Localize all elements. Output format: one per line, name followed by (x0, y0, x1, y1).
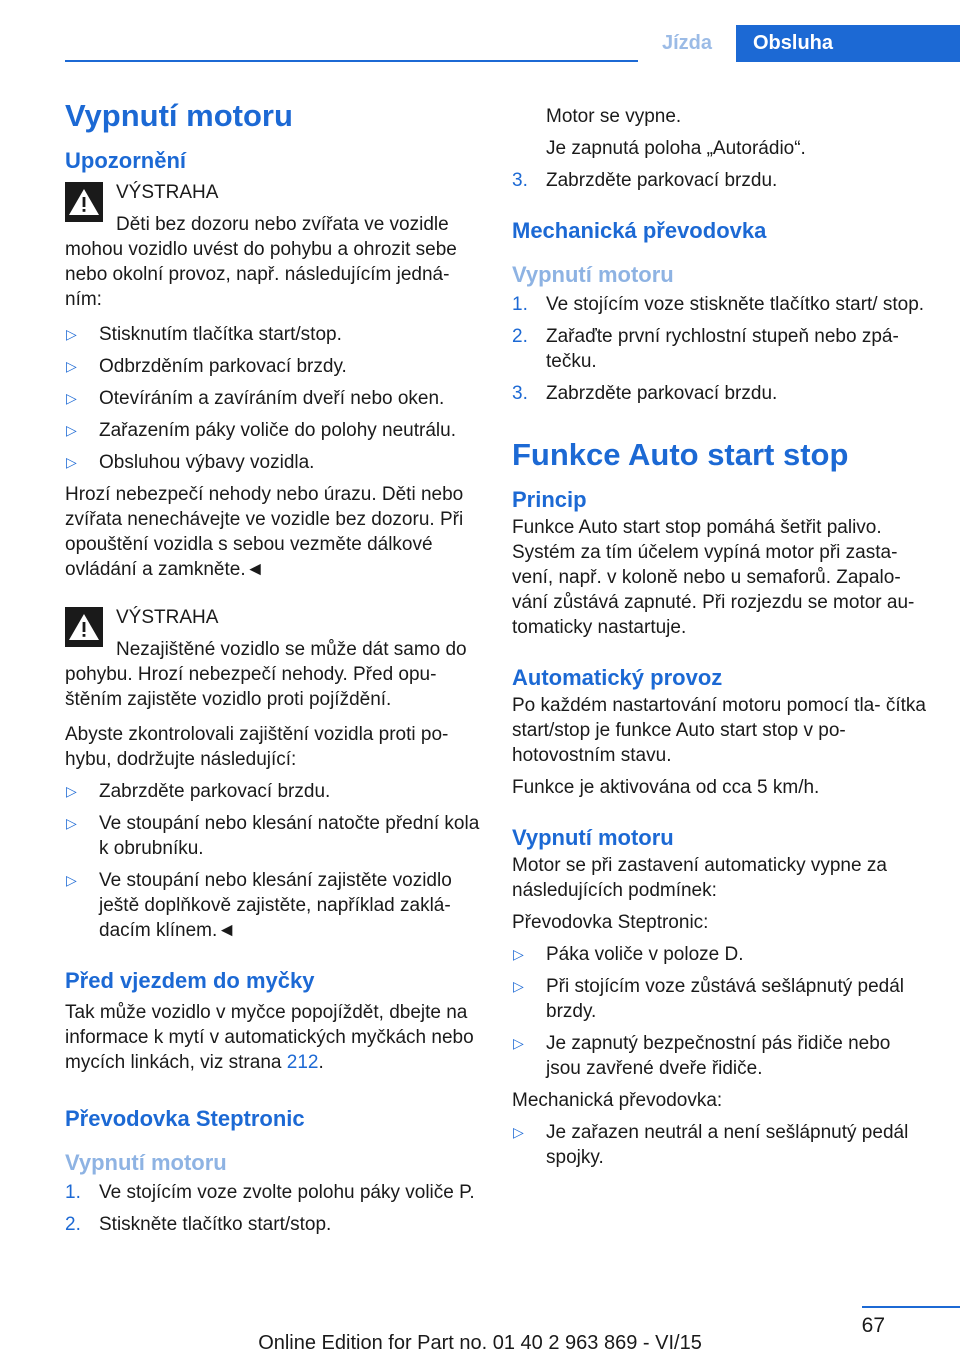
automatic-mode-heading: Automatický provoz (512, 665, 723, 690)
warning-list-2 (65, 779, 480, 943)
warning-icon (65, 182, 103, 222)
list-item: 3. Zabrzděte parkovací brzdu. (512, 170, 778, 191)
list-item: 1. Ve stojícím voze zvolte polohu páky voliče P. (65, 1182, 475, 1203)
list-item: ▷ Odbrzděním parkovací brzdy. (66, 356, 347, 377)
paragraph: Funkce je aktivována od cca 5 km/h. (512, 777, 820, 798)
list-item: ▷ Je zapnutý bezpečnostní pás řidiče nebo jsou zavřené dveře řidiče. (513, 1033, 891, 1079)
footer-rule (862, 1306, 960, 1308)
triangle-bullet-icon: ▷ (66, 872, 77, 888)
warning-text: Děti bez dozoru nebo zvířata ve vozidle mohou vozidlo uvést do pohybu a ohrozit sebe nebo okolní provoz, např. následujícím jedná‐ ním: (65, 214, 457, 310)
paragraph: Abyste zkontrolovali zajištění vozidla proti po‐ hybu, dodržujte následující: (65, 724, 449, 770)
page-number: 67 (861, 1314, 885, 1337)
list-item: 3. Zabrzděte parkovací brzdu. (512, 383, 778, 404)
list-item: 2. Stiskněte tlačítko start/stop. (65, 1214, 332, 1235)
warning-block-2 (65, 605, 480, 712)
paragraph: Motor se při zastavení automaticky vypne za následujících podmínek: (512, 855, 887, 901)
paragraph: Mechanická převodovka: (512, 1090, 723, 1111)
list-item: ▷ Páka voliče v poloze D. (513, 944, 744, 965)
triangle-bullet-icon: ▷ (66, 422, 77, 438)
warning-block-1 (65, 180, 480, 312)
list-item: ▷ Při stojícím voze zůstává sešlápnutý pedál brzdy. (513, 976, 905, 1022)
triangle-bullet-icon: ▷ (513, 1035, 524, 1051)
triangle-bullet-icon: ▷ (66, 390, 77, 406)
triangle-bullet-icon: ▷ (66, 358, 77, 374)
manual-gearbox-heading: Mechanická převodovka (512, 218, 767, 243)
engine-off-subheading: Vypnutí motoru (65, 1150, 227, 1175)
section-title: Vypnutí motoru (65, 98, 293, 133)
page-link[interactable]: 212 (286, 1052, 319, 1073)
paragraph: Po každém nastartování motoru pomocí tla‐ čítka start/stop je funkce Auto start stop v po‐ hotovostním stavu. (512, 695, 926, 766)
warning-label: VÝSTRAHA (116, 182, 219, 203)
auto-start-stop-title: Funkce Auto start stop (512, 437, 849, 472)
continued-step-text: Motor se vypne. (546, 106, 682, 127)
manual-steps (512, 292, 927, 406)
list-item: ▷ Zařazením páky voliče do polohy neutrálu. (66, 420, 456, 441)
triangle-bullet-icon: ▷ (513, 946, 524, 962)
car-wash-heading: Před vjezdem do myčky (65, 968, 315, 993)
list-item: 2. Zařaďte první rychlostní stupeň nebo zpá‐ tečku. (512, 326, 899, 372)
list-item: 1. Ve stojícím voze stiskněte tlačítko start/ stop. (512, 294, 925, 315)
principle-heading: Princip (512, 487, 587, 512)
manual-conditions (512, 1120, 927, 1170)
tab-obsluha[interactable]: Obsluha (736, 25, 960, 62)
steptronic-conditions (512, 942, 927, 1081)
car-wash-text: Tak může vozidlo v myčce popojíždět, dbejte na informace k mytí v automatických myčkách nebo mycích linkách, viz strana 212. (65, 1002, 474, 1073)
triangle-bullet-icon: ▷ (66, 326, 77, 342)
list-item: ▷ Ve stoupání nebo klesání natočte přední kola k obrubníku. (66, 813, 480, 859)
triangle-bullet-icon: ▷ (66, 454, 77, 470)
list-item: ▷ Otevíráním a zavíráním dveří nebo oken. (66, 388, 445, 409)
warning-text: Nezajištěné vozidlo se může dát samo do pohybu. Hrozí nebezpečí nehody. Před opu‐ štěním zajistěte vozidlo proti pojíždění. (65, 639, 467, 710)
triangle-bullet-icon: ▷ (66, 815, 77, 831)
warning-end-text: Hrozí nebezpečí nehody nebo úrazu. Děti nebo zvířata nenechávejte ve vozidle bez dozoru. Při opouštění vozidla s sebou vezměte dálkové ovládání a zamkněte.◄ (65, 484, 464, 580)
triangle-bullet-icon: ▷ (66, 783, 77, 799)
principle-text: Funkce Auto start stop pomáhá šetřit palivo. Systém za tím účelem vypíná motor při zasta‐ vení, např. v koloně nebo u semaforů. Zapalo‐ vání zůstává zapnuté. Při rozjezdu se motor au‐ tomaticky nastartuje. (512, 517, 915, 638)
list-item: ▷ Zabrzděte parkovací brzdu. (66, 781, 331, 802)
list-item: ▷ Stisknutím tlačítka start/stop. (66, 324, 342, 345)
steptronic-heading: Převodovka Steptronic (65, 1106, 305, 1131)
list-item: ▷ Obsluhou výbavy vozidla. (66, 452, 315, 473)
paragraph: Převodovka Steptronic: (512, 912, 709, 933)
triangle-bullet-icon: ▷ (513, 1124, 524, 1140)
warning-icon (65, 607, 103, 647)
tab-jizda[interactable]: Jízda (638, 25, 736, 62)
list-item: ▷ Je zařazen neutrál a není sešlápnutý pedál spojky. (513, 1122, 909, 1168)
left-column (65, 96, 480, 1244)
warning-list-1 (65, 322, 480, 475)
warning-heading: Upozornění (65, 148, 186, 173)
engine-off-subheading: Vypnutí motoru (512, 262, 674, 287)
list-item: ▷ Ve stoupání nebo klesání zajistěte vozidlo ještě doplňkově zajistěte, například zaklá‐ dacím klínem.◄ (66, 870, 452, 941)
engine-off-heading: Vypnutí motoru (512, 825, 674, 850)
right-column (512, 96, 927, 1177)
steptronic-steps (65, 1180, 480, 1237)
edition-footer: Online Edition for Part no. 01 40 2 963 869 - VI/15 (258, 1332, 702, 1354)
triangle-bullet-icon: ▷ (513, 978, 524, 994)
warning-label: VÝSTRAHA (116, 607, 219, 628)
continued-step-text: Je zapnutá poloha „Autorádio“. (546, 138, 806, 159)
